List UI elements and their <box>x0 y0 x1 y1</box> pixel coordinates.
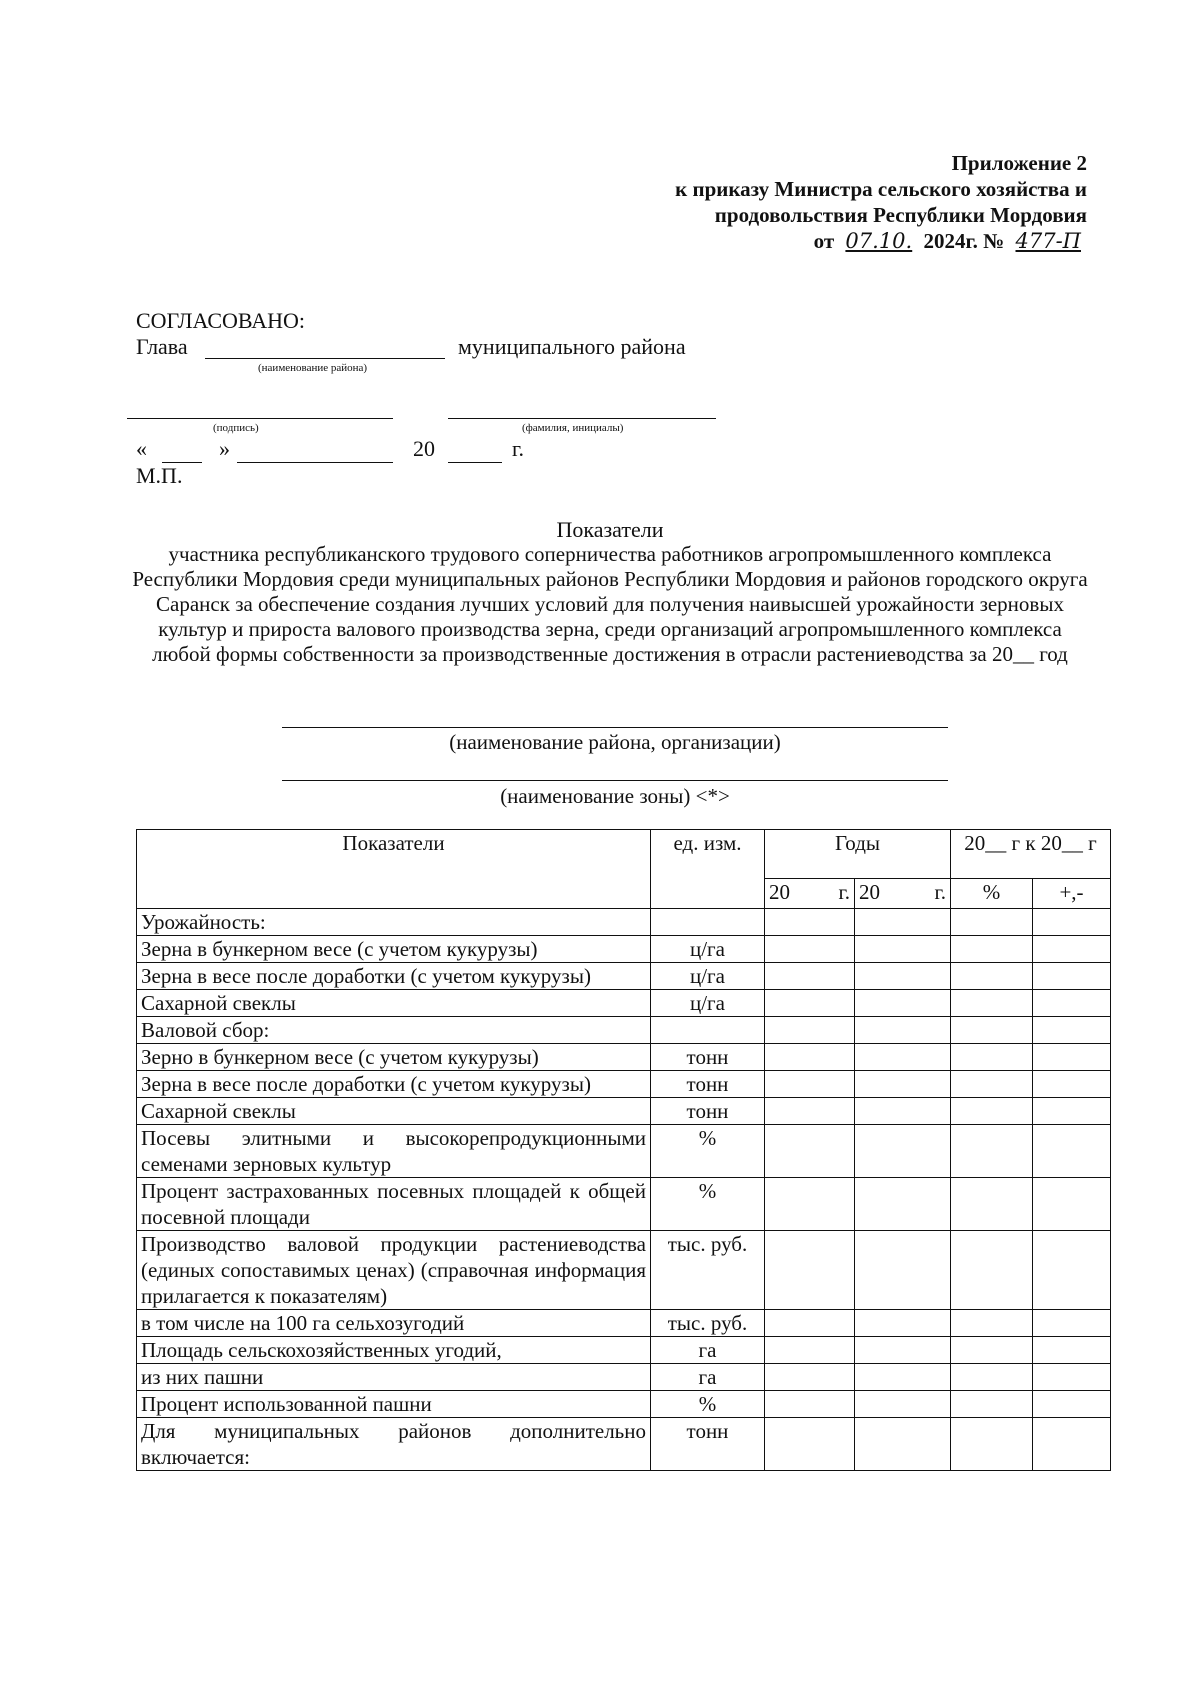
table-row <box>137 936 1111 963</box>
header-year1-b: г. <box>838 880 850 904</box>
row-indicator: Зерно в бункерном весе (с учетом кукурузы) <box>137 1044 651 1071</box>
handwritten-number: 477-П <box>1015 229 1081 253</box>
value-year1-cell[interactable] <box>765 1231 855 1310</box>
value-year1-cell[interactable] <box>765 1098 855 1125</box>
value-year1-cell[interactable] <box>765 1418 855 1471</box>
value-year1-cell[interactable] <box>765 1337 855 1364</box>
value-year1-cell[interactable] <box>765 1310 855 1337</box>
value-year1-cell[interactable] <box>765 1364 855 1391</box>
year-number-label: 2024г. № <box>923 229 1005 253</box>
year-line[interactable] <box>448 462 502 463</box>
row-unit: ц/га <box>651 963 765 990</box>
table-row <box>137 1125 1111 1178</box>
table-row <box>137 909 1111 936</box>
month-line[interactable] <box>237 462 393 463</box>
value-plusminus-cell[interactable] <box>1033 1231 1111 1310</box>
district-name-line[interactable] <box>205 358 445 359</box>
value-percent-cell[interactable] <box>951 1098 1033 1125</box>
row-unit: га <box>651 1364 765 1391</box>
name-line[interactable] <box>448 418 716 419</box>
document-title <box>130 517 1090 667</box>
value-percent-cell[interactable] <box>951 1231 1033 1310</box>
value-plusminus-cell[interactable] <box>1033 1310 1111 1337</box>
table-row <box>137 1098 1111 1125</box>
row-unit: ц/га <box>651 936 765 963</box>
value-year2-cell[interactable] <box>855 1391 951 1418</box>
value-plusminus-cell[interactable] <box>1033 963 1111 990</box>
row-indicator: Зерна в весе после доработки (с учетом кукурузы) <box>137 1071 651 1098</box>
value-percent-cell[interactable] <box>951 936 1033 963</box>
value-year2-cell[interactable] <box>855 1071 951 1098</box>
value-percent-cell[interactable] <box>951 909 1033 936</box>
date-prefix: от <box>813 229 835 253</box>
value-year1-cell[interactable] <box>765 990 855 1017</box>
row-unit: % <box>651 1125 765 1178</box>
name-hint: (фамилия, инициалы) <box>522 422 624 434</box>
zone-name-line[interactable] <box>282 780 948 781</box>
value-year2-cell[interactable] <box>855 909 951 936</box>
value-year2-cell[interactable] <box>855 1231 951 1310</box>
table-body <box>137 909 1111 1471</box>
value-year2-cell[interactable] <box>855 1364 951 1391</box>
value-percent-cell[interactable] <box>951 963 1033 990</box>
table-row <box>137 1310 1111 1337</box>
value-percent-cell[interactable] <box>951 1125 1033 1178</box>
year-suffix: г. <box>512 436 525 461</box>
value-plusminus-cell[interactable] <box>1033 1418 1111 1471</box>
appendix-title: Приложение 2 <box>951 151 1087 175</box>
quote-open: « <box>136 436 147 461</box>
table-row <box>137 1364 1111 1391</box>
row-unit: % <box>651 1178 765 1231</box>
value-year2-cell[interactable] <box>855 1125 951 1178</box>
header-year2-a: 20 <box>859 880 880 904</box>
value-year1-cell[interactable] <box>765 1391 855 1418</box>
row-indicator: Урожайность: <box>137 909 651 936</box>
header-change: 20__ г к 20__ г <box>951 830 1111 879</box>
value-year2-cell[interactable] <box>855 1044 951 1071</box>
row-indicator: Посевы элитными и высокорепродукционными семенами зерновых культур <box>137 1125 651 1178</box>
header-year1-a: 20 <box>769 880 790 904</box>
title-body: участника республиканского трудового соперничества работников агропромышленного комплекса Республики Мордовия среди муниципальных районов Республики Мордовия и районов городского округа Саранск за обеспечение создания лучших условий для получения наивысшей урожайности зерновых культур и прироста валового производства зерна, среди организаций агропромышленного комплекса любой формы собственности за производственные достижения в отрасли растениеводства за 20__ год <box>132 542 1088 666</box>
row-unit: тонн <box>651 1418 765 1471</box>
value-year1-cell[interactable] <box>765 1125 855 1178</box>
value-year2-cell[interactable] <box>855 1098 951 1125</box>
row-indicator: в том числе на 100 га сельхозугодий <box>137 1310 651 1337</box>
table-row <box>137 1017 1111 1044</box>
row-indicator: Для муниципальных районов дополнительно включается: <box>137 1418 651 1471</box>
indicators-table <box>136 829 1111 1471</box>
handwritten-date: 07.10. <box>845 229 913 253</box>
value-percent-cell[interactable] <box>951 1310 1033 1337</box>
table-row <box>137 990 1111 1017</box>
value-year2-cell[interactable] <box>855 990 951 1017</box>
signature-hint: (подпись) <box>213 422 259 434</box>
district-hint: (наименование района) <box>258 362 368 374</box>
row-unit: ц/га <box>651 990 765 1017</box>
zone-caption: (наименование зоны) <*> <box>500 784 730 808</box>
appendix-ministry-line: продовольствия Республики Мордовия <box>714 203 1087 227</box>
row-unit: тыс. руб. <box>651 1231 765 1310</box>
row-unit <box>651 909 765 936</box>
row-unit: га <box>651 1337 765 1364</box>
header-unit: ед. изм. <box>651 830 765 909</box>
value-percent-cell[interactable] <box>951 1044 1033 1071</box>
value-plusminus-cell[interactable] <box>1033 1364 1111 1391</box>
row-indicator: Сахарной свеклы <box>137 1098 651 1125</box>
value-plusminus-cell[interactable] <box>1033 1071 1111 1098</box>
value-year2-cell[interactable] <box>855 1178 951 1231</box>
table-row <box>137 1044 1111 1071</box>
value-year1-cell[interactable] <box>765 1044 855 1071</box>
title-heading: Показатели <box>556 517 664 542</box>
value-percent-cell[interactable] <box>951 1418 1033 1471</box>
table-row <box>137 963 1111 990</box>
stamp-label: М.П. <box>136 463 183 488</box>
value-plusminus-cell[interactable] <box>1033 1125 1111 1178</box>
table-row <box>137 1337 1111 1364</box>
value-year1-cell[interactable] <box>765 936 855 963</box>
row-unit: тонн <box>651 1071 765 1098</box>
value-year2-cell[interactable] <box>855 963 951 990</box>
appendix-date-line <box>675 228 1087 254</box>
header-plusminus: +,- <box>1033 879 1111 909</box>
row-indicator: Сахарной свеклы <box>137 990 651 1017</box>
row-indicator: Зерна в весе после доработки (с учетом кукурузы) <box>137 963 651 990</box>
value-year1-cell[interactable] <box>765 1017 855 1044</box>
value-plusminus-cell[interactable] <box>1033 990 1111 1017</box>
quote-close: » <box>219 436 230 461</box>
value-percent-cell[interactable] <box>951 1017 1033 1044</box>
row-unit: тонн <box>651 1044 765 1071</box>
value-plusminus-cell[interactable] <box>1033 1391 1111 1418</box>
appendix-order-line: к приказу Министра сельского хозяйства и <box>675 177 1087 201</box>
value-plusminus-cell[interactable] <box>1033 1178 1111 1231</box>
header-year2-b: г. <box>934 880 947 904</box>
head-label: Глава <box>136 334 188 359</box>
year-prefix: 20 <box>413 436 435 461</box>
header-year2 <box>855 879 951 909</box>
value-plusminus-cell[interactable] <box>1033 1044 1111 1071</box>
signature-line[interactable] <box>127 418 393 419</box>
value-percent-cell[interactable] <box>951 1178 1033 1231</box>
table-row <box>137 1231 1111 1310</box>
value-plusminus-cell[interactable] <box>1033 909 1111 936</box>
header-percent: % <box>951 879 1033 909</box>
value-year2-cell[interactable] <box>855 1337 951 1364</box>
row-unit: тыс. руб. <box>651 1310 765 1337</box>
row-unit: тонн <box>651 1098 765 1125</box>
value-percent-cell[interactable] <box>951 990 1033 1017</box>
value-year1-cell[interactable] <box>765 909 855 936</box>
value-plusminus-cell[interactable] <box>1033 1098 1111 1125</box>
row-indicator: Площадь сельскохозяйственных угодий, <box>137 1337 651 1364</box>
value-year2-cell[interactable] <box>855 1017 951 1044</box>
value-year2-cell[interactable] <box>855 1310 951 1337</box>
org-caption: (наименование района, организации) <box>449 730 781 754</box>
table-row <box>137 1418 1111 1471</box>
row-indicator: Производство валовой продукции растениеводства (единых сопоставимых ценах) (справочная информация прилагается к показателям) <box>137 1231 651 1310</box>
value-percent-cell[interactable] <box>951 1391 1033 1418</box>
row-indicator: Зерна в бункерном весе (с учетом кукурузы) <box>137 936 651 963</box>
table-header-row <box>137 830 1111 879</box>
table-row <box>137 1071 1111 1098</box>
row-indicator: Процент застрахованных посевных площадей к общей посевной площади <box>137 1178 651 1231</box>
value-year2-cell[interactable] <box>855 936 951 963</box>
value-plusminus-cell[interactable] <box>1033 936 1111 963</box>
value-year1-cell[interactable] <box>765 1178 855 1231</box>
header-year1 <box>765 879 855 909</box>
value-percent-cell[interactable] <box>951 1364 1033 1391</box>
header-indicator: Показатели <box>137 830 651 909</box>
header-years: Годы <box>765 830 951 879</box>
value-year1-cell[interactable] <box>765 1071 855 1098</box>
value-plusminus-cell[interactable] <box>1033 1017 1111 1044</box>
value-percent-cell[interactable] <box>951 1071 1033 1098</box>
row-unit <box>651 1017 765 1044</box>
row-indicator: из них пашни <box>137 1364 651 1391</box>
row-indicator: Валовой сбор: <box>137 1017 651 1044</box>
table-row <box>137 1178 1111 1231</box>
value-year1-cell[interactable] <box>765 963 855 990</box>
org-name-line[interactable] <box>282 727 948 728</box>
value-plusminus-cell[interactable] <box>1033 1337 1111 1364</box>
table-row <box>137 1391 1111 1418</box>
value-year2-cell[interactable] <box>855 1418 951 1471</box>
value-percent-cell[interactable] <box>951 1337 1033 1364</box>
approval-heading: СОГЛАСОВАНО: <box>136 308 305 333</box>
row-indicator: Процент использованной пашни <box>137 1391 651 1418</box>
district-suffix: муниципального района <box>458 334 686 359</box>
appendix-block <box>675 150 1087 254</box>
row-unit: % <box>651 1391 765 1418</box>
